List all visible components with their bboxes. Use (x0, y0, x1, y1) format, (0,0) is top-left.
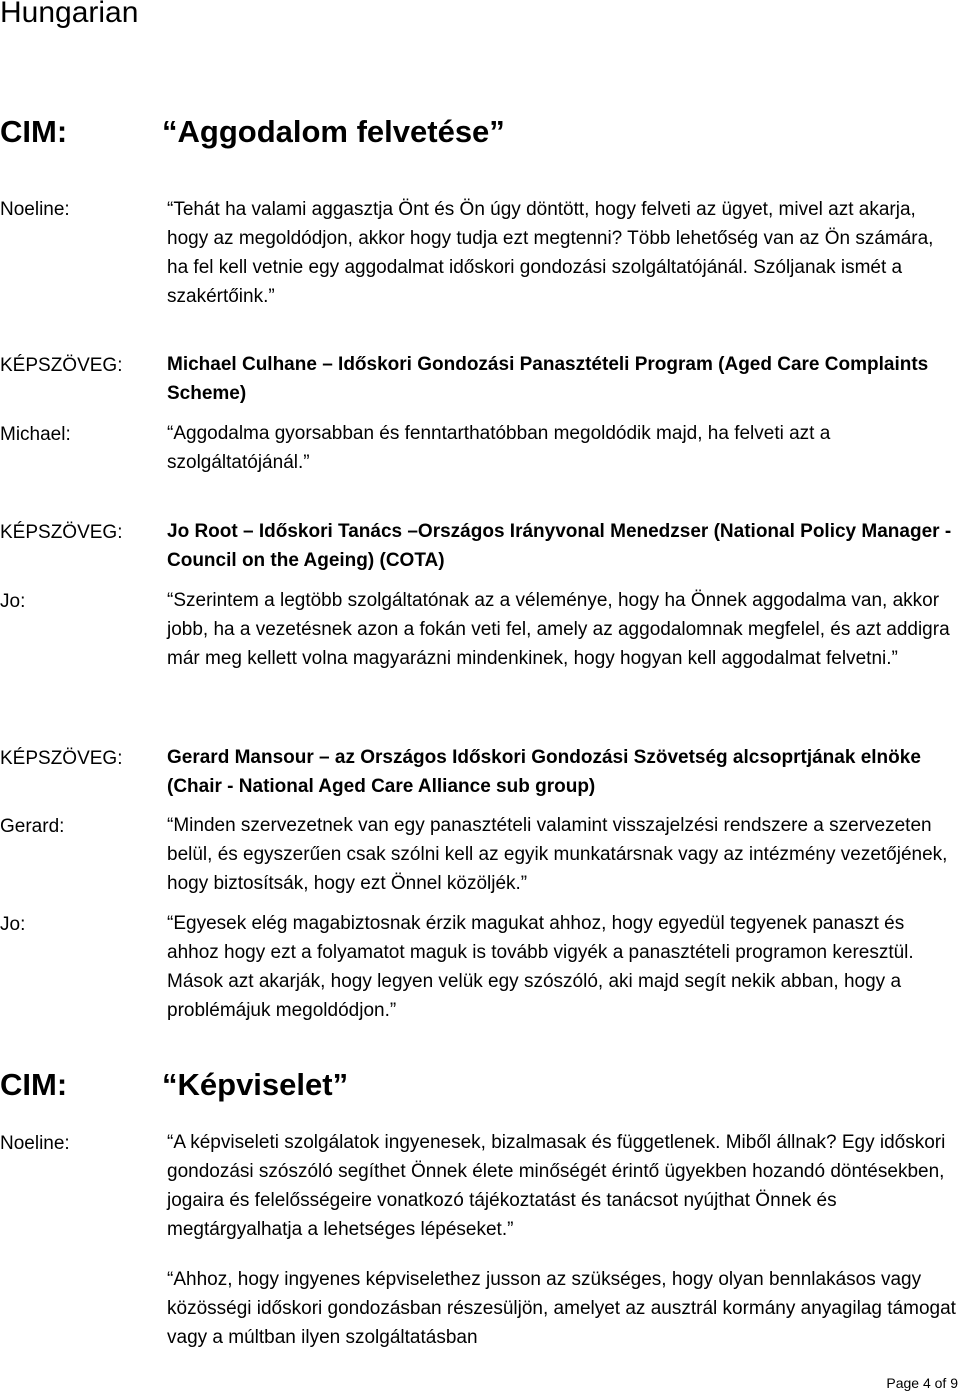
title-label: CIM: (0, 114, 68, 149)
narration-paragraph-continued: “Ahhoz, hogy ingyenes képviselethez jusson az szükséges, hogy olyan bennlakásos vagy közösségi időskori gondozásban részesüljön, amelyet az ausztrál kormány anyagilag támogat vagy a múltban ilyen szolgáltatásban (167, 1269, 956, 1348)
quote-michael: “Aggodalma gyorsabban és fenntarthatóbban megoldódik majd, ha felveti azt a szolgáltatójánál.” (167, 423, 831, 473)
speaker-label-gerard: Gerard: (0, 816, 65, 837)
speaker-label-jo: Jo: (0, 591, 26, 612)
caption-label: KÉPSZÖVEG: (0, 522, 123, 543)
narration-paragraph: “Tehát ha valami aggasztja Önt és Ön úgy döntött, hogy felveti az ügyet, mivel azt akarja, hogy az megoldódjon, akkor hogy tudja ezt megtenni? Több lehetőség van az Ön számára, ha fel kell vetnie egy aggodalmat időskori gondozási szolgáltatójánál. Szóljanak ismét a szakértőink.” (167, 199, 934, 307)
caption-label: KÉPSZÖVEG: (0, 355, 123, 376)
quote-gerard: “Minden szervezetnek van egy panasztételi valamint visszajelzési rendszere a szervezeten belül, és egyszerűen csak szólni kell az egyik munkatársnak vagy az intézmény vezetőjének, hogy biztosítsák, hogy ezt Önnel közöljék.” (167, 815, 948, 894)
speaker-label-michael: Michael: (0, 424, 71, 445)
section-title: “Aggodalom felvetése” (162, 114, 505, 149)
quote-jo-second: “Egyesek elég magabiztosnak érzik magukat ahhoz, hogy egyedül tegyenek panaszt és ahhoz hogy ezt a folyamatot maguk is tovább vigyék a panasztételi programon keresztül. Mások azt akarják, hogy legyen velük egy szószóló, aki majd segít nekik abban, hogy a problémájuk megoldódjon.” (167, 913, 914, 1021)
speaker-label-jo: Jo: (0, 914, 26, 935)
speaker-label-noeline: Noeline: (0, 199, 70, 220)
title-label: CIM: (0, 1067, 68, 1102)
caption-label: KÉPSZÖVEG: (0, 748, 123, 769)
document-language-header: Hungarian (0, 0, 139, 29)
caption-gerard: Gerard Mansour – az Országos Időskori Gondozási Szövetség alcsoprtjának elnöke (Chair - National Aged Care Alliance sub group) (167, 747, 921, 797)
page-number: Page 4 of 9 (886, 1375, 958, 1391)
speaker-label-noeline: Noeline: (0, 1133, 70, 1154)
caption-jo: Jo Root – Időskori Tanács –Országos Irányvonal Menedzser (National Policy Manager - Council on the Ageing) (COTA) (167, 521, 952, 571)
section-title: “Képviselet” (162, 1067, 349, 1102)
caption-michael: Michael Culhane – Időskori Gondozási Panasztételi Program (Aged Care Complaints Scheme) (167, 354, 929, 404)
narration-paragraph: “A képviseleti szolgálatok ingyenesek, bizalmasak és függetlenek. Miből állnak? Egy időskori gondozási szószóló segíthet Önnek élete minőségét érintő ügyekben hozandó döntésekben, jogaira és felelősségeire vonatkozó tájékoztatást és tanácsot nyújthat Önnek és megtárgyalhatja a lehetséges lépéseket.” (167, 1132, 946, 1240)
quote-jo: “Szerintem a legtöbb szolgáltatónak az a véleménye, hogy ha Önnek aggodalma van, akkor jobb, ha a vezetésnek azon a fokán veti fel, amely az aggodalomnak megfelel, és azt addigra már meg kellett volna magyarázni mindenkinek, hogy hogyan kell aggodalmat felvetni.” (167, 590, 950, 669)
